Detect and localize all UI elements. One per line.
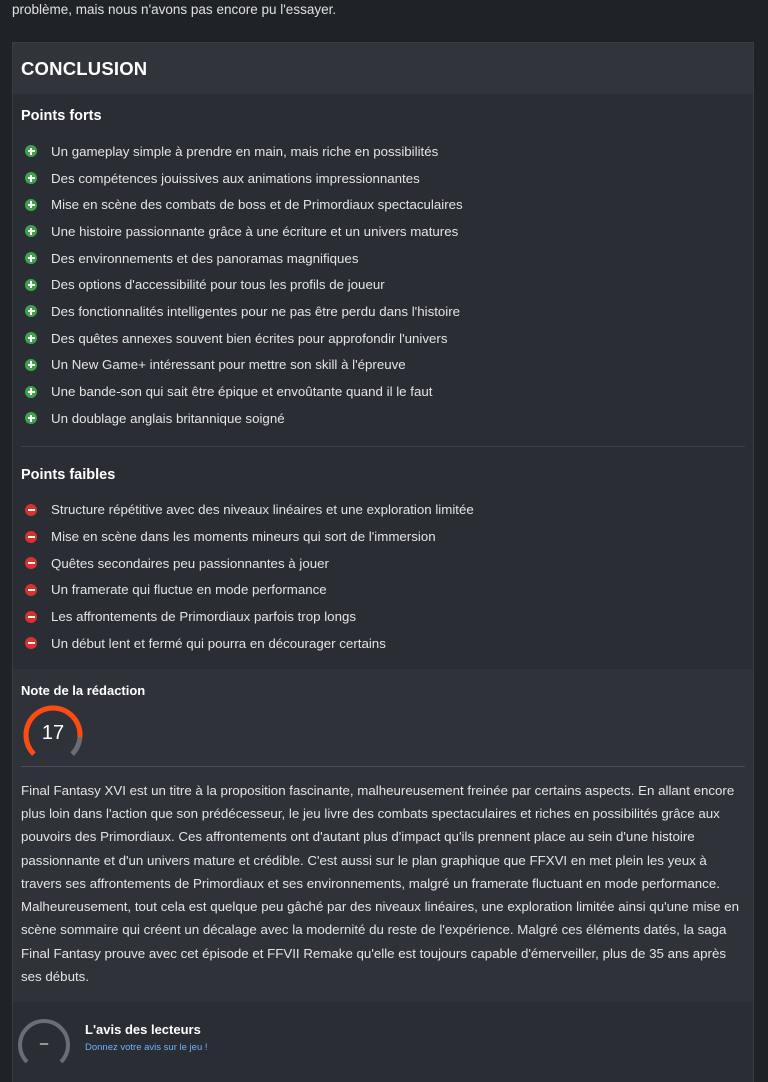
strengths-list: [21, 138, 745, 432]
plus-circle-icon: [25, 359, 37, 371]
strengths-section: [13, 94, 753, 447]
list-item: [21, 271, 745, 298]
list-item: [21, 245, 745, 272]
list-item: [21, 191, 745, 218]
list-item-label: Un framerate qui fluctue en mode performance: [51, 582, 327, 598]
minus-circle-icon: [25, 637, 37, 649]
list-item-label: Des quêtes annexes souvent bien écrites pour approfondir l'univers: [51, 330, 448, 346]
verdict-text: Final Fantasy XVI est un titre à la proposition fascinante, malheureusement freinée par certains aspects. En allant encore plus loin dans l'action que son prédécesseur, le jeu livre des combats spectaculaires et riches en possibilités grâce aux pouvoirs des Primordiaux. Ces affrontements ont d'autant plus d'impact qu'ils prennent place au sein d'une histoire passionnante et d'un univers mature et crédible. C'est aussi sur le plan graphique que FFXVI en met plein les yeux à travers ses affrontements de Primordiaux et ses environnements, malgré un framerate fluctuant en mode performance. Malheureusement, tout cela est quelque peu gâché par des niveaux linéaires, une exploration limitée ainsi qu'une mise en scène sommaire qui créent un décalage avec la modernité du reste de l'expérience. Malgré ces éléments datés, la saga Final Fantasy prouve avec cet épisode et FFVII Remake qu'elle est toujours capable d'émerveiller, plus de 35 ans après ses débuts.: [21, 782, 740, 985]
plus-circle-icon: [25, 279, 37, 291]
intro-text: problème, mais nous n'avons pas encore pu l'essayer.: [12, 2, 337, 17]
weaknesses-section: [13, 453, 753, 657]
list-item-label: Un New Game+ intéressant pour mettre son skill à l'épreuve: [51, 357, 406, 373]
list-item: [21, 378, 745, 405]
list-item: [21, 352, 745, 379]
list-item-label: Les affrontements de Primordiaux parfois trop longs: [51, 609, 357, 625]
plus-circle-icon: [25, 252, 37, 264]
minus-circle-icon: [25, 504, 37, 516]
list-item-label: Quêtes secondaires peu passionnantes à jouer: [51, 555, 329, 571]
section-divider: [21, 446, 745, 447]
plus-circle-icon: [25, 386, 37, 398]
list-item-label: Un gameplay simple à prendre en main, mais riche en possibilités: [51, 143, 439, 159]
minus-circle-icon: [25, 531, 37, 543]
list-item-label: Structure répétitive avec des niveaux linéaires et une exploration limitée: [51, 502, 474, 518]
list-item-label: Un début lent et fermé qui pourra en décourager certains: [51, 635, 386, 651]
list-item: [21, 138, 745, 165]
list-item: [21, 603, 745, 630]
readers-title: L'avis des lecteurs: [85, 1022, 201, 1038]
plus-circle-icon: [25, 145, 37, 157]
minus-circle-icon: [25, 584, 37, 596]
minus-circle-icon: [25, 557, 37, 569]
list-item-label: Une histoire passionnante grâce à une écriture et un univers matures: [51, 223, 459, 239]
list-item: [21, 577, 745, 604]
list-item: [21, 523, 745, 550]
score-value: 17: [41, 722, 65, 745]
give-opinion-link[interactable]: Donnez votre avis sur le jeu !: [85, 1042, 208, 1054]
strengths-title: Points forts: [21, 108, 102, 124]
list-item: [21, 165, 745, 192]
list-item-label: Des options d'accessibilité pour tous les profils de joueur: [51, 277, 385, 293]
readers-score: –: [39, 1034, 49, 1052]
list-item: [21, 497, 745, 524]
plus-circle-icon: [25, 412, 37, 424]
plus-circle-icon: [25, 305, 37, 317]
list-item: [21, 630, 745, 657]
plus-circle-icon: [25, 225, 37, 237]
conclusion-card: [12, 42, 754, 1082]
plus-circle-icon: [25, 172, 37, 184]
list-item-label: Des environnements et des panoramas magnifiques: [51, 250, 359, 266]
list-item-label: Des fonctionnalités intelligentes pour ne pas être perdu dans l'histoire: [51, 303, 461, 319]
list-item: [21, 298, 745, 325]
note-title: Note de la rédaction: [21, 682, 146, 698]
list-item-label: Des compétences jouissives aux animations impressionnantes: [51, 170, 420, 186]
list-item-label: Un doublage anglais britannique soigné: [51, 410, 285, 426]
list-item: [21, 405, 745, 432]
readers-block: [13, 1002, 753, 1082]
list-item-label: Mise en scène des combats de boss et de Primordiaux spectaculaires: [51, 197, 463, 213]
list-item: [21, 218, 745, 245]
weaknesses-title: Points faibles: [21, 466, 116, 483]
score-gauge: [21, 704, 87, 764]
weaknesses-list: [21, 497, 745, 657]
conclusion-header: [13, 43, 753, 94]
list-item: [21, 325, 745, 352]
plus-circle-icon: [25, 199, 37, 211]
editorial-score-block: [13, 669, 753, 1003]
list-item-label: Mise en scène dans les moments mineurs qui sort de l'immersion: [51, 529, 436, 545]
conclusion-heading: CONCLUSION: [21, 57, 148, 79]
minus-circle-icon: [25, 611, 37, 623]
list-item: [21, 550, 745, 577]
plus-circle-icon: [25, 332, 37, 344]
list-item-label: Une bande-son qui sait être épique et envoûtante quand il le faut: [51, 384, 433, 400]
